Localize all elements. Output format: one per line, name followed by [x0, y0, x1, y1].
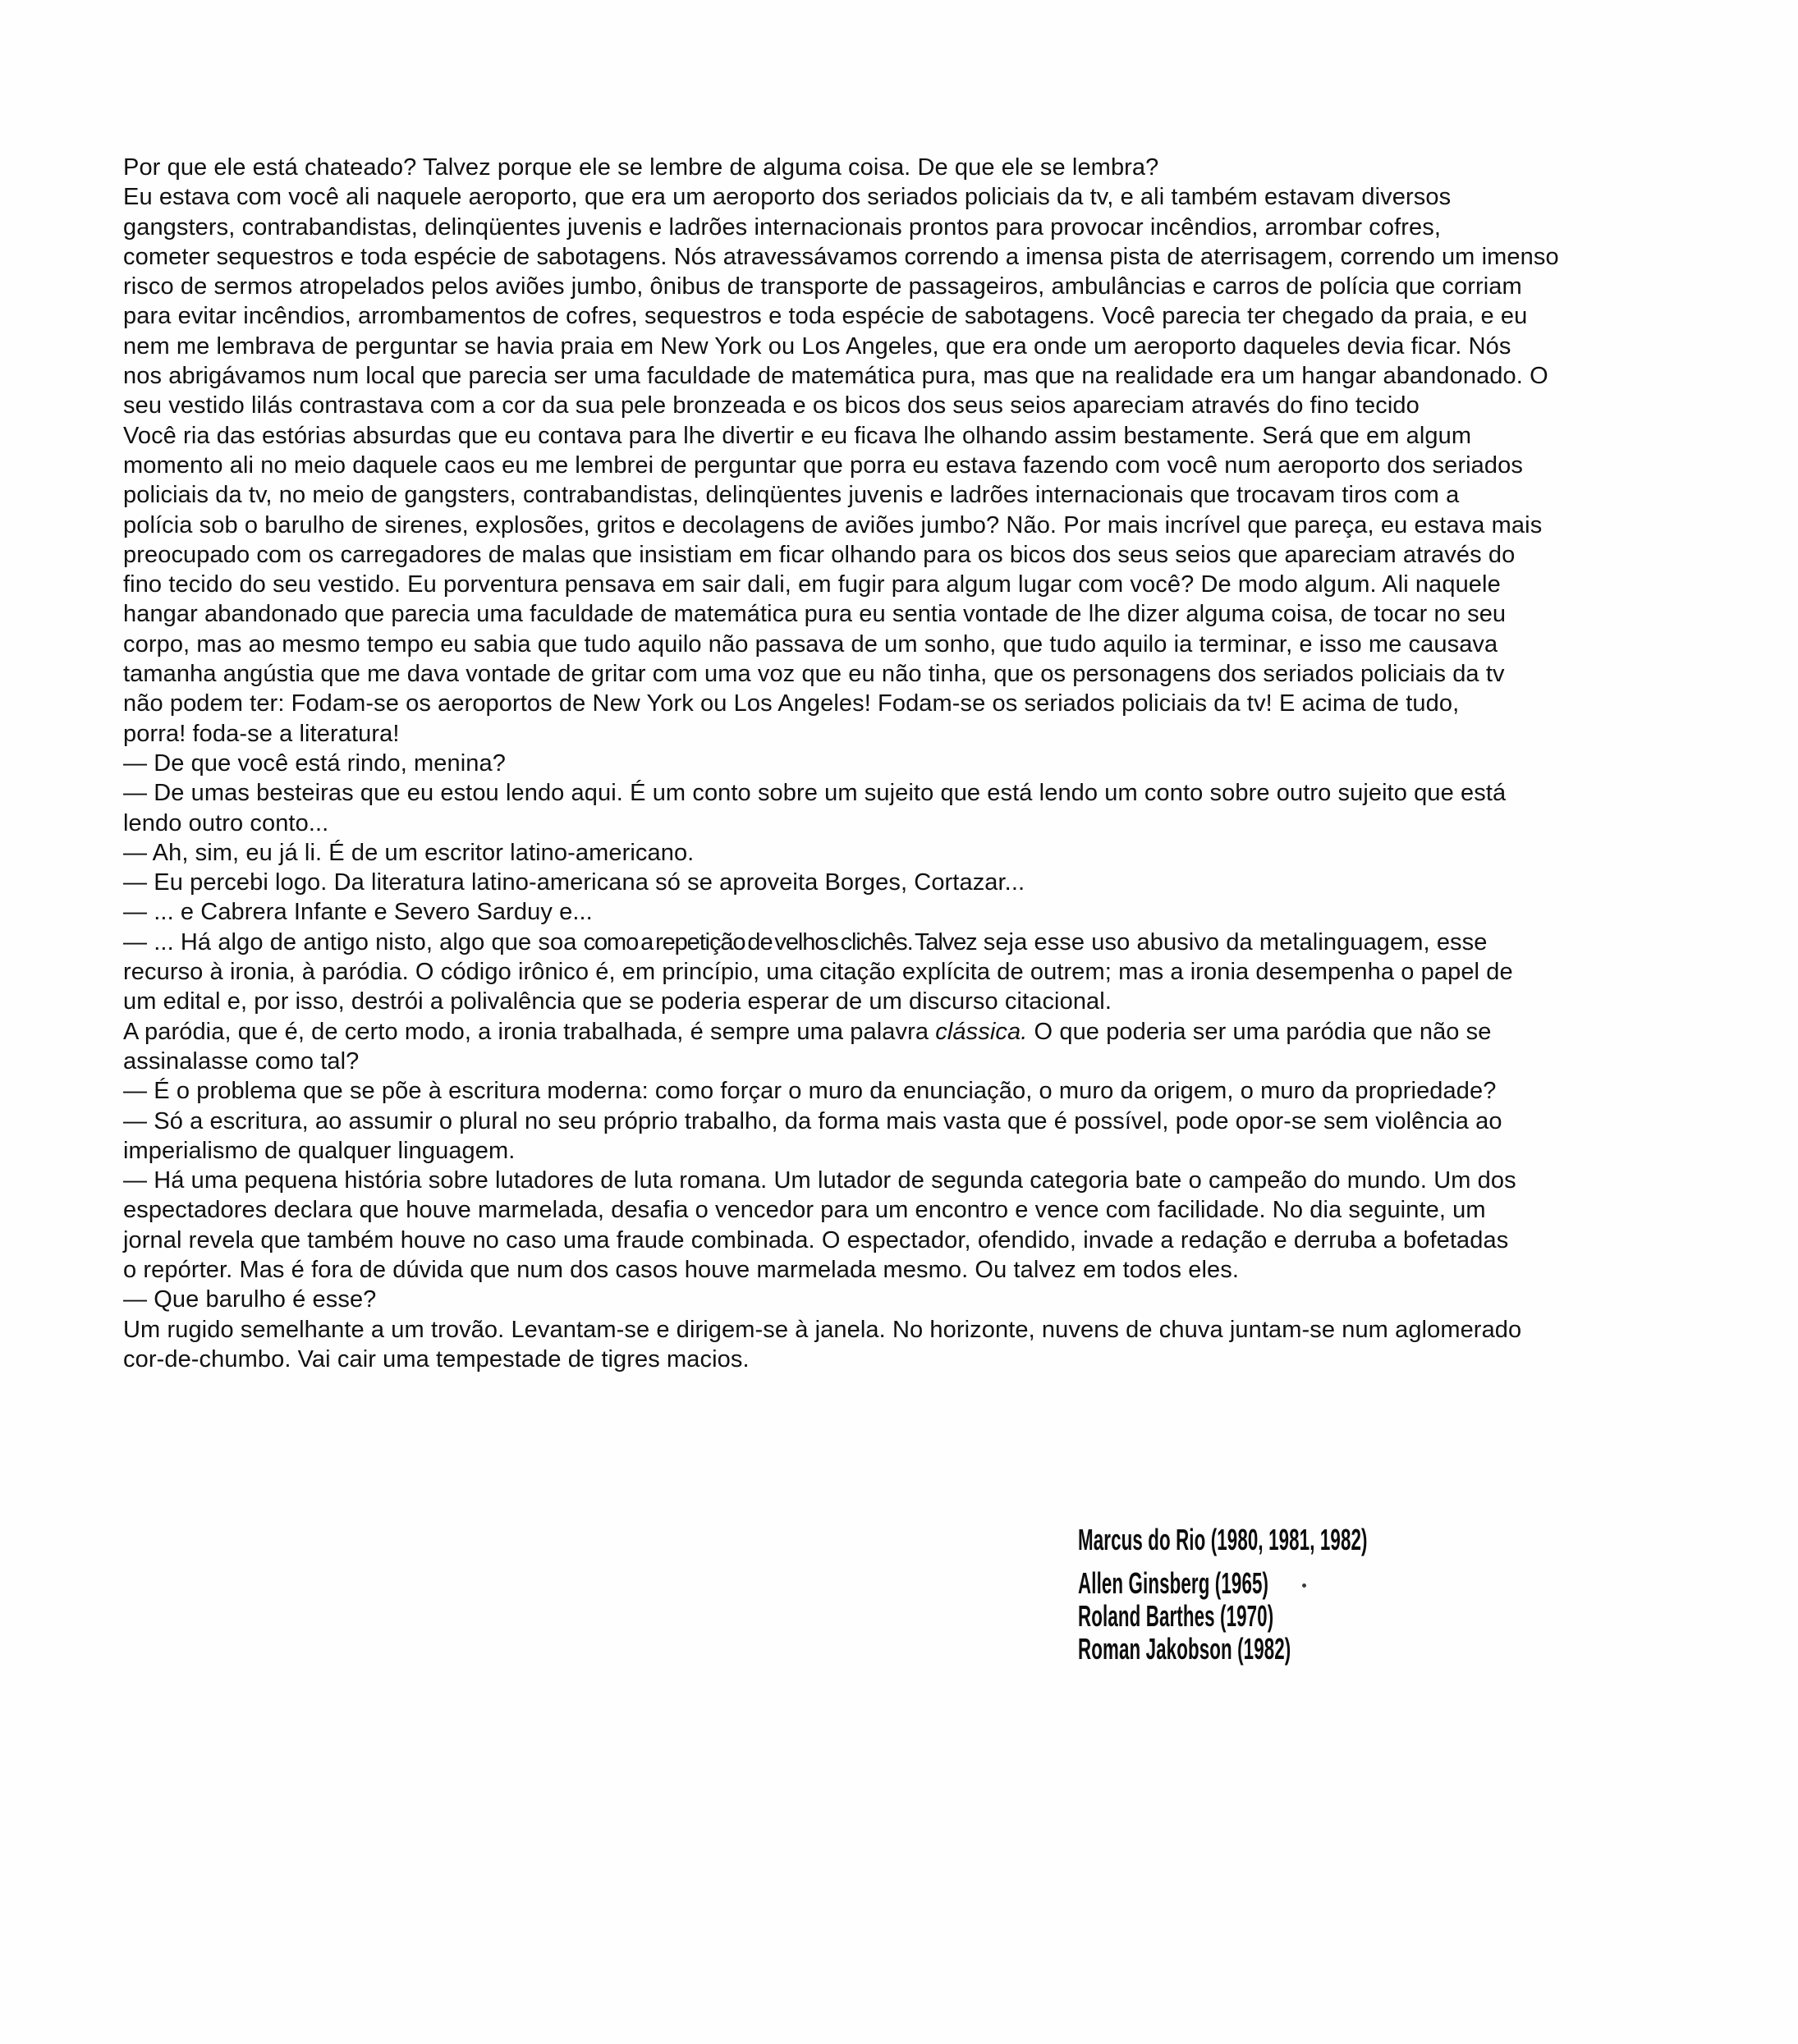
text-line: — Só a escritura, ao assumir o plural no seu próprio trabalho, da forma mais vasta que é possível, pode opor-se sem violência ao	[123, 1107, 1502, 1134]
text-line: policiais da tv, no meio de gangsters, contrabandistas, delinqüentes juvenis e ladrões internacionais que trocavam tiros com a	[123, 482, 1460, 509]
text-line: — Ah, sim, eu já li. É de um escritor latino-americano.	[123, 839, 695, 866]
text-line: risco de sermos atropelados pelos aviões jumbo, ônibus de transporte de passageiros, ambulâncias e carros de polícia que corriam	[123, 273, 1522, 300]
text-line: hangar abandonado que parecia uma faculdade de matemática pura eu sentia vontade de lhe dizer alguma coisa, de tocar no seu	[123, 601, 1507, 628]
text-line: preocupado com os carregadores de malas que insistiam em ficar olhando para os bicos dos seus seios que apareciam através do	[123, 541, 1516, 568]
text-line: imperialismo de qualquer linguagem.	[123, 1137, 516, 1164]
text-line: Por que ele está chateado? Talvez porque ele se lembre de alguma coisa. De que ele se lembra?	[123, 154, 1159, 181]
text-line: — Eu percebi logo. Da literatura latino-americana só se aproveita Borges, Cortazar...	[123, 869, 1025, 896]
text-line: para evitar incêndios, arrombamentos de cofres, sequestros e toda espécie de sabotagens. Você parecia ter chegado da praia, e eu	[123, 303, 1528, 330]
text-line: gangsters, contrabandistas, delinqüentes juvenis e ladrões internacionais prontos para provocar incêndios, arrombar cofres,	[123, 213, 1441, 241]
attribution-line: Roland Barthes (1970)	[1078, 1599, 1274, 1633]
attribution-line: Marcus do Rio (1980, 1981, 1982)	[1078, 1523, 1368, 1556]
ink-speck-artifact	[1302, 1583, 1306, 1588]
text-line: porra! foda-se a literatura!	[123, 720, 400, 747]
text-line: momento ali no meio daquele caos eu me lembrei de perguntar que porra eu estava fazendo com você num aeroporto dos seriados	[123, 451, 1523, 479]
text-line: cor-de-chumbo. Vai cair uma tempestade de tigres macios.	[123, 1345, 750, 1373]
body-text-block	[123, 153, 1757, 1374]
text-line: nos abrigávamos num local que parecia ser uma faculdade de matemática pura, mas que na realidade era um hangar abandonado. O	[123, 363, 1548, 390]
text-line: polícia sob o barulho de sirenes, explosões, gritos e decolagens de aviões jumbo? Não. Por mais incrível que pareça, eu estava mais	[123, 511, 1543, 538]
text-line: — Que barulho é esse?	[123, 1286, 377, 1313]
text-line: nem me lembrava de perguntar se havia praia em New York ou Los Angeles, que era onde um aeroporto daqueles devia ficar. Nós	[123, 332, 1511, 360]
text-line: — De umas besteiras que eu estou lendo aqui. É um conto sobre um sujeito que está lendo um conto sobre outro sujeito que está	[123, 780, 1507, 807]
text-line: — ... e Cabrera Infante e Severo Sarduy e...	[123, 899, 593, 926]
text-line: cometer sequestros e toda espécie de sabotagens. Nós atravessávamos correndo a imensa pista de aterrisagem, correndo um imenso	[123, 243, 1559, 270]
attribution-block	[1078, 1524, 1545, 1666]
text-line: um edital e, por isso, destrói a polivalência que se poderia esperar de um discurso citacional.	[123, 988, 1112, 1015]
attribution-line: Allen Ginsberg (1965)	[1078, 1566, 1269, 1600]
text-line: Eu estava com você ali naquele aeroporto, que era um aeroporto dos seriados policiais da tv, e ali também estavam diversos	[123, 184, 1452, 211]
attribution-line: Roman Jakobson (1982)	[1078, 1632, 1291, 1666]
text-line: seu vestido lilás contrastava com a cor da sua pele bronzeada e os bicos dos seus seios apareciam através do fino tecido	[123, 392, 1420, 419]
text-line: espectadores declara que houve marmelada, desafia o vencedor para um encontro e vence com facilidade. No dia seguinte, um	[123, 1197, 1486, 1224]
text-line: — É o problema que se põe à escritura moderna: como forçar o muro da enunciação, o muro da origem, o muro da propriedade?	[123, 1078, 1497, 1105]
text-line: — ... Há algo de antigo nisto, algo que soa como a repetição de velhos clichês. Talvez seja esse uso abusivo da metalinguagem, esse	[123, 928, 1488, 956]
text-line: jornal revela que também houve no caso uma fraude combinada. O espectador, ofendido, invade a redação e derruba a bofetadas	[123, 1226, 1509, 1253]
text-line: lendo outro conto...	[123, 809, 329, 836]
text-line: o repórter. Mas é fora de dúvida que num dos casos houve marmelada mesmo. Ou talvez em todos eles.	[123, 1256, 1239, 1283]
text-line: Você ria das estórias absurdas que eu contava para lhe divertir e eu ficava lhe olhando assim bestamente. Será que em algum	[123, 422, 1472, 449]
text-line: — De que você está rindo, menina?	[123, 749, 506, 777]
text-line: — Há uma pequena história sobre lutadores de luta romana. Um lutador de segunda categoria bate o campeão do mundo. Um dos	[123, 1167, 1516, 1194]
text-line: corpo, mas ao mesmo tempo eu sabia que tudo aquilo não passava de um sonho, que tudo aquilo ia terminar, e isso me causava	[123, 630, 1498, 658]
text-line: A paródia, que é, de certo modo, a ironia trabalhada, é sempre uma palavra clássica. O que poderia ser uma paródia que não se	[123, 1018, 1492, 1045]
text-line: Um rugido semelhante a um trovão. Levantam-se e dirigem-se à janela. No horizonte, nuvens de chuva juntam-se num aglomerado	[123, 1316, 1522, 1343]
text-line: não podem ter: Fodam-se os aeroportos de New York ou Los Angeles! Fodam-se os seriados policiais da tv! E acima de tudo,	[123, 690, 1460, 717]
text-line: tamanha angústia que me dava vontade de gritar com uma voz que eu não tinha, que os personagens dos seriados policiais da tv	[123, 661, 1505, 688]
text-line: recurso à ironia, à paródia. O código irônico é, em princípio, uma citação explícita de outrem; mas a ironia desempenha o papel de	[123, 959, 1513, 986]
text-line: fino tecido do seu vestido. Eu porventura pensava em sair dali, em fugir para algum lugar com você? De modo algum. Ali naquele	[123, 571, 1501, 598]
text-line: assinalasse como tal?	[123, 1047, 360, 1075]
